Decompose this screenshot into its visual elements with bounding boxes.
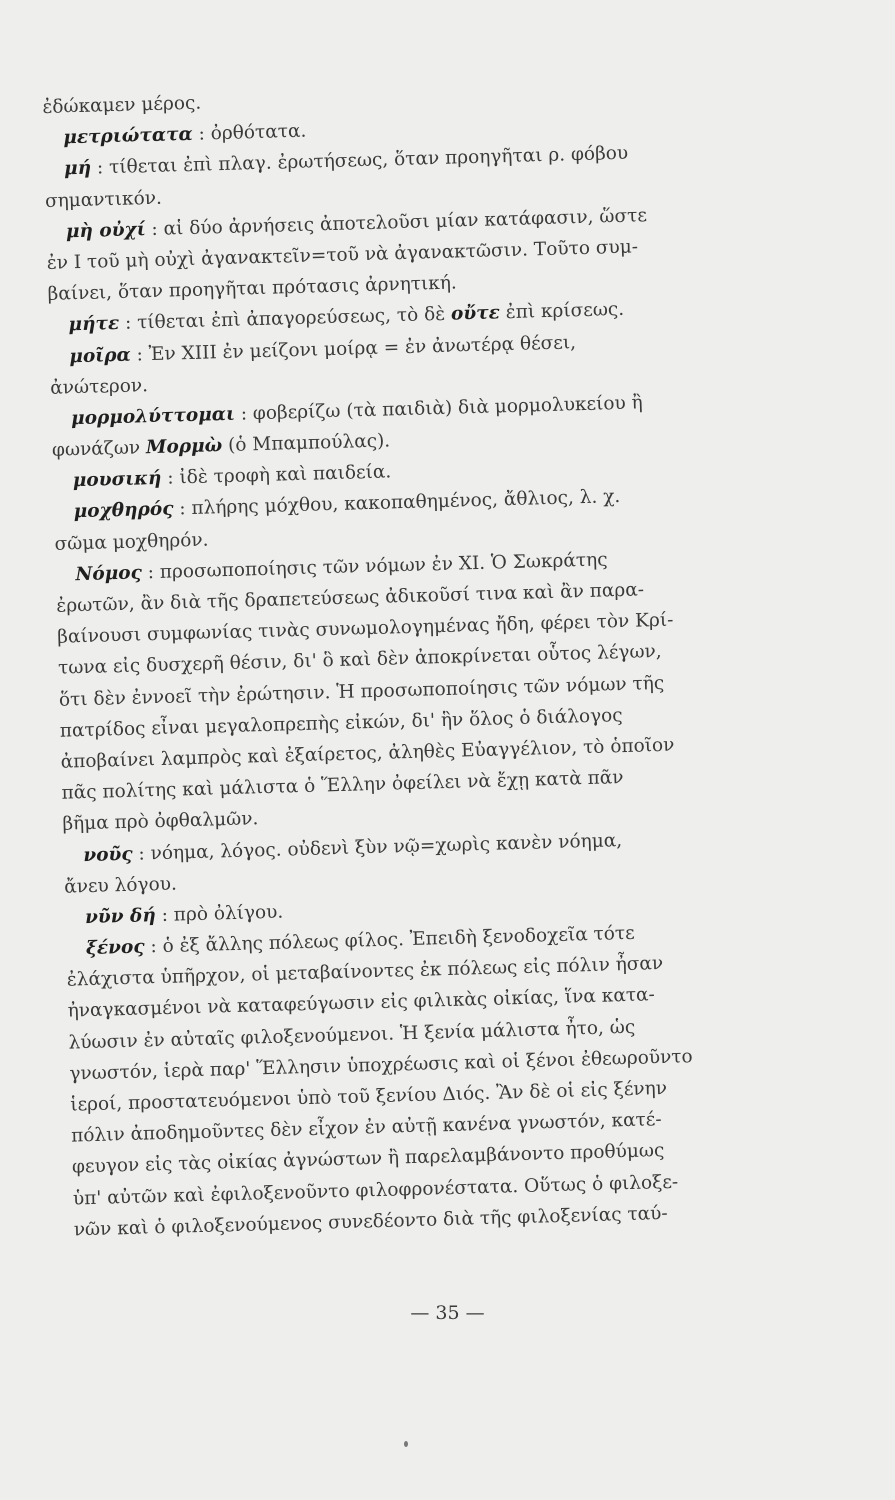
headword: ξένος [85, 936, 145, 960]
line-text: γνωστόν, ἱερὰ παρ' Ἕλλησιν ὑποχρέωσις καὶ οἱ ξένοι ἐθεωροῦντο [69, 1046, 693, 1085]
line-text: ἄνευ λόγου. [63, 873, 178, 898]
line-text: : ὀρθότατα. [192, 120, 307, 145]
headword: μὴ οὐχί [65, 218, 146, 243]
line-text: λύωσιν ἐν αὐταῖς φιλοξενούμενοι. Ἡ ξενία μάλιστα ἦτο, ὡς [68, 1016, 636, 1054]
glossary-text [42, 72, 804, 1246]
line-text: ἀποβαίνει λαμπρὸς καὶ ἐξαίρετος, ἀληθὲς Εὐαγγέλιον, τὸ ὁποῖον [60, 734, 675, 773]
line-text: σῶμα μοχθηρόν. [54, 529, 209, 555]
line-text: ἐδώκαμεν μέρος. [42, 92, 202, 118]
line-text: : ἰδὲ τροφὴ καὶ παιδεία. [161, 461, 392, 490]
line-text: τωνα εἰς δυσχερῆ θέσιν, δι' ὃ καὶ δὲν ἀποκρίνεται οὗτος λέγων, [57, 641, 662, 680]
line-text: πᾶς πολίτης καὶ μάλιστα ὁ Ἕλλην ὀφείλει νὰ ἔχῃ κατὰ πᾶν [61, 767, 624, 804]
line-text: : τίθεται ἐπὶ ἀπαγορεύσεως, τὸ δὲ [118, 303, 452, 335]
line-text: ἱεροί, προστατευόμενοι ὑπὸ τοῦ ξενίου Διός. Ἂν δὲ οἱ εἰς ξένην [70, 1077, 668, 1116]
line-text: : φοβερίζω (τὰ παιδιὰ) διὰ μορμολυκείου ἢ [234, 392, 643, 425]
line-text: βαίνει, ὅταν προηγῆται πρότασις ἀρνητική. [47, 272, 458, 306]
line-text: φευγον εἰς τὰς οἰκίας ἀγνώστων ἢ παρελαμβάνοντο προθύμως [71, 1140, 665, 1178]
line-text: : πλήρης μόχθου, κακοπαθημένος, ἄθλιος, λ. χ. [173, 486, 621, 520]
headword: μετριώτατα [63, 123, 194, 149]
line-text: : πρὸ ὀλίγου. [155, 901, 284, 927]
headword: Νόμος [75, 562, 143, 586]
line-text: πόλιν ἀποδημοῦντες δὲν εἶχον ἐν αὐτῇ κανένα γνωστόν, κατέ- [70, 1109, 662, 1147]
line-text-continued: (ὁ Μπαμπούλας). [221, 430, 391, 457]
ink-speck [404, 1441, 408, 1447]
line-text: : τίθεται ἐπὶ πλαγ. ἐρωτήσεως, ὅταν προηγῆται ρ. φόβου [90, 143, 629, 180]
line-text: : νόημα, λόγος. οὐδενὶ ξὺν νῷ=χωρὶς κανὲν νόημα, [132, 829, 623, 865]
inline-headword: Μορμὼ [145, 435, 223, 459]
line-text: σημαντικόν. [44, 187, 163, 212]
line-text: : αἱ δύο ἀρνήσεις ἀποτελοῦσι μίαν κατάφασιν, ὥστε [145, 204, 648, 240]
line-text: : προσωποποίησις τῶν νόμων ἐν XI. Ὁ Σωκράτης [141, 549, 608, 584]
line-text: : Ἐν XIII ἐν μείζονι μοίρᾳ = ἐν ἀνωτέρᾳ θέσει, [130, 331, 577, 366]
headword: μουσική [72, 468, 162, 492]
line-text: ἐρωτῶν, ἂν διὰ τῆς δραπετεύσεως ἀδικοῦσί τινα καὶ ἂν παρα- [56, 579, 645, 617]
headword: μή [63, 158, 92, 180]
headword: νοῦς [83, 843, 133, 866]
line-text: βαίνουσι συμφωνίας τινὰς συνωμολογημένας ἤδη, φέρει τὸν Κρί- [56, 609, 674, 648]
line-text: ἐλάχιστα ὑπῆρχον, οἱ μεταβαίνοντες ἐκ πόλεως εἰς πόλιν ἦσαν [66, 953, 664, 991]
page-number: — 35 — [410, 1302, 485, 1324]
line-text: πατρίδος εἶναι μεγαλοπρεπὴς εἰκών, δι' ἣν ὅλος ὁ διάλογος [59, 704, 623, 742]
headword: μορμολύττομαι [70, 403, 236, 430]
line-text: φωνάζων [51, 437, 147, 461]
line-text: : ὁ ἐξ ἄλλης πόλεως φίλος. Ἐπειδὴ ξενοδοχεῖα τότε [144, 922, 636, 958]
line-text: νῶν καὶ ὁ φιλοξενούμενος συνεδέοντο διὰ τῆς φιλοξενίας ταύ- [73, 1202, 668, 1241]
headword: μήτε [68, 313, 120, 336]
line-text: βῆμα πρὸ ὀφθαλμῶν. [62, 808, 259, 836]
inline-headword: οὔτε [450, 302, 501, 325]
line-text-continued: ἐπὶ κρίσεως. [499, 299, 625, 324]
headword: μοῖρα [69, 344, 132, 367]
line-text: ἐν I τοῦ μὴ οὐχὶ ἀγανακτεῖν=τοῦ νὰ ἀγανακτῶσιν. Τοῦτο συμ- [46, 236, 639, 274]
line-text: ἀνώτερον. [49, 374, 149, 399]
headword: νῦν δή [84, 905, 157, 928]
line-text: ὑπ' αὐτῶν καὶ ἐφιλοξενοῦντο φιλοφρονέστατα. Οὕτως ὁ φιλοξε- [72, 1171, 679, 1210]
headword: μοχθηρός [73, 498, 174, 523]
line-text: ὅτι δὲν ἐννοεῖ τὴν ἐρώτησιν. Ἡ προσωποποίησις τῶν νόμων τῆς [58, 672, 665, 711]
line-text: ἠναγκασμένοι νὰ καταφεύγωσιν εἰς φιλικὰς οἰκίας, ἵνα κατα- [67, 984, 656, 1023]
